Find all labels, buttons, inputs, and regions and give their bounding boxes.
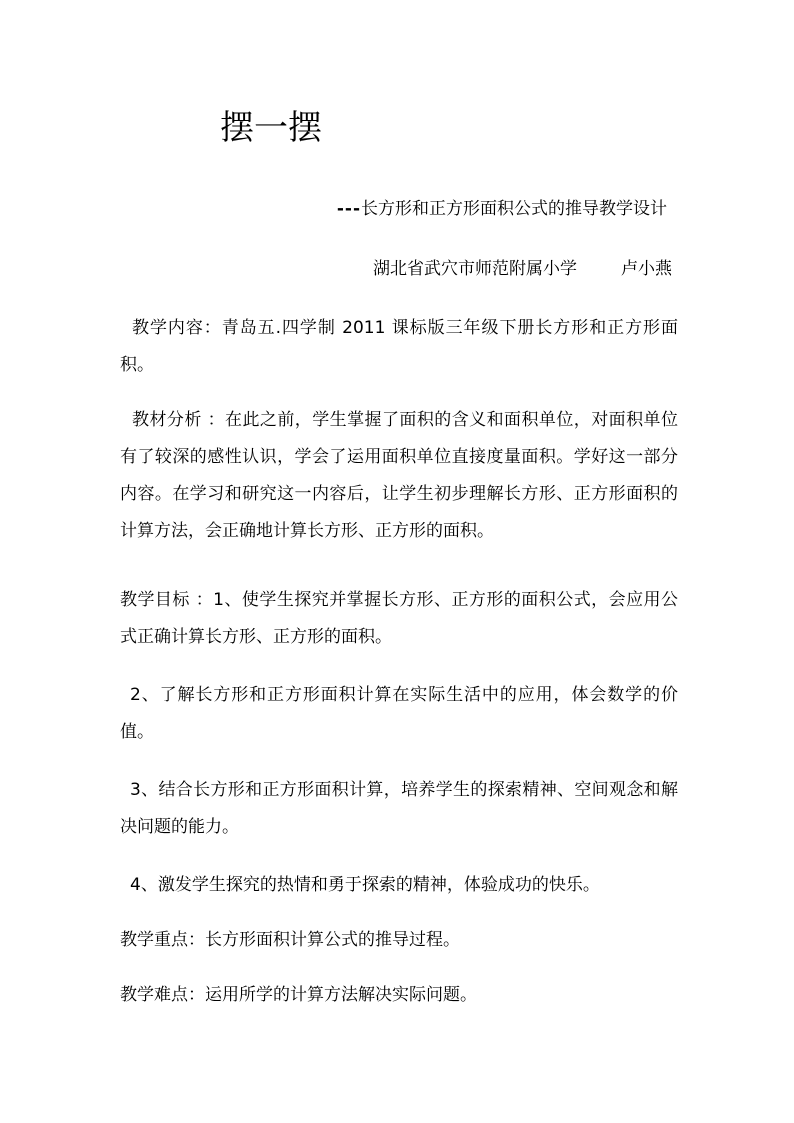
- author-school: 湖北省武穴市师范附属小学: [373, 259, 577, 279]
- document-title: 摆一摆: [220, 108, 322, 148]
- author-line: [373, 256, 672, 282]
- paragraph-key-point: 教学重点：长方形面积计算公式的推导过程。: [120, 930, 460, 950]
- document-subtitle: [337, 196, 667, 222]
- author-name: 卢小燕: [621, 259, 672, 279]
- paragraph-goal-4: 4、激发学生探究的热情和勇于探索的精神，体验成功的快乐。: [130, 875, 600, 895]
- paragraph-teaching-content: 教学内容：青岛五.四学制 2011 课标版三年级下册长方形和正方形面积。: [120, 318, 678, 375]
- subtitle-dashes: ---: [336, 199, 361, 219]
- paragraph-goal-2: 2、了解长方形和正方形面积计算在实际生活中的应用，体会数学的价值。: [120, 685, 678, 742]
- paragraph-difficulty: 教学难点：运用所学的计算方法解决实际问题。: [120, 985, 477, 1005]
- paragraph-material-analysis: 教材分析 ：在此之前，学生掌握了面积的含义和面积单位，对面积单位有了较深的感性认识，学会了运用面积单位直接度量面积。学好这一部分内容。在学习和研究这一内容后，让学生初步理解长方形、正方形面积的计算方法，会正确地计算长方形、正方形的面积。: [120, 410, 678, 541]
- paragraph-goal-3: 3、结合长方形和正方形面积计算，培养学生的探索精神、空间观念和解决问题的能力。: [120, 780, 678, 837]
- paragraph-goal-1: 教学目标 ：1、使学生探究并掌握长方形、正方形的面积公式，会应用公式正确计算长方形、正方形的面积。: [120, 590, 678, 647]
- subtitle-text: 长方形和正方形面积公式的推导教学设计: [361, 199, 667, 219]
